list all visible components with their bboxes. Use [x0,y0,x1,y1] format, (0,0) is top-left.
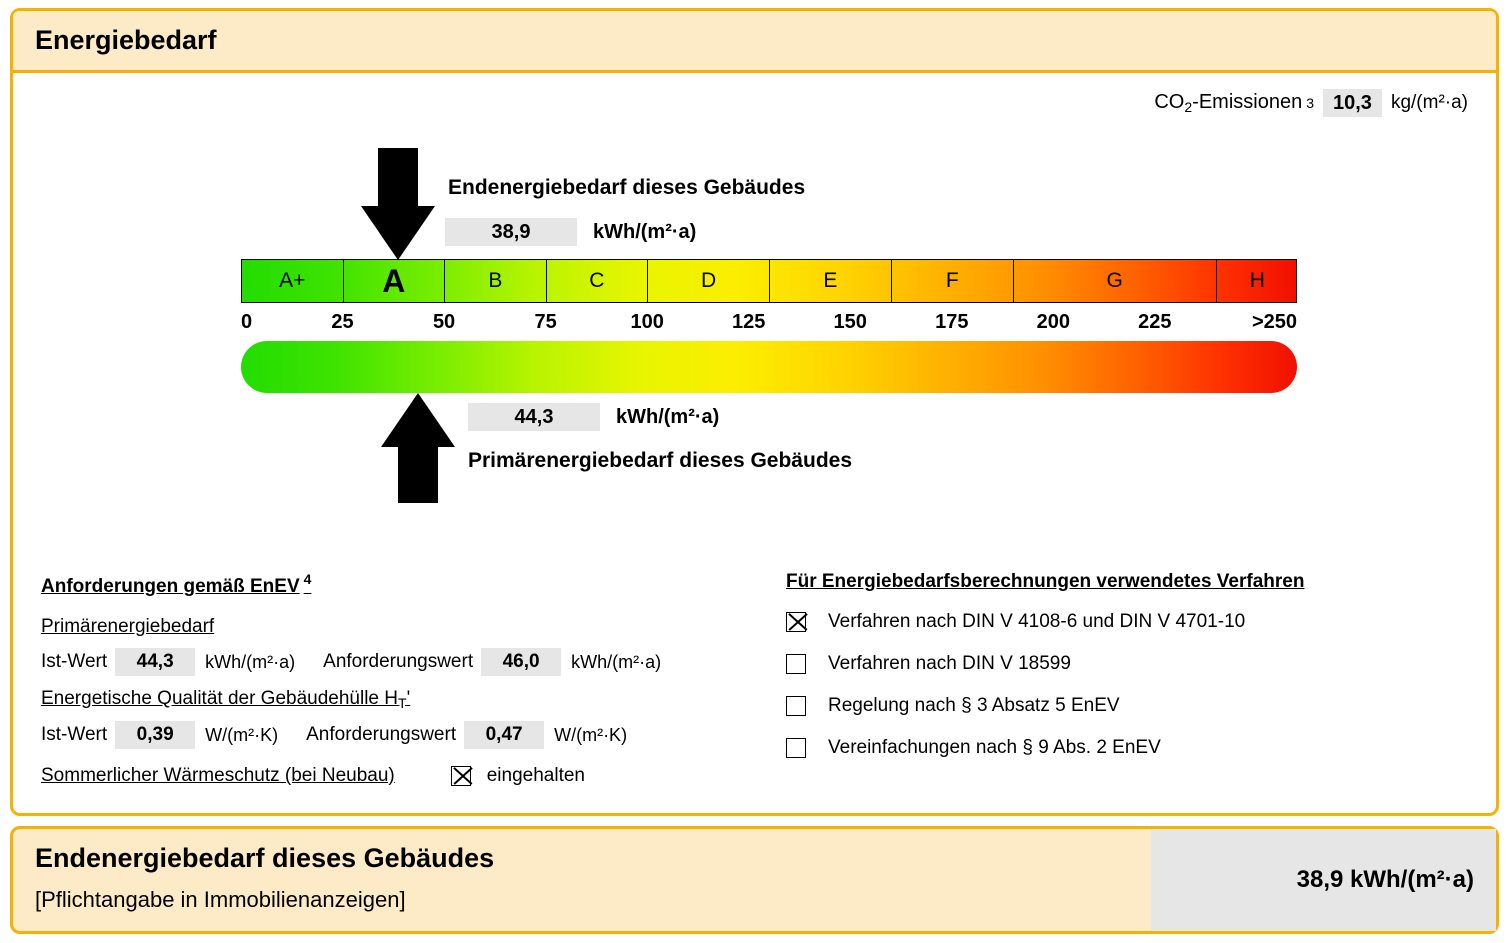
envelope-quality-row [41,721,781,749]
scale-tick: 125 [732,311,766,333]
envelope-ist-value: 0,39 [115,721,195,749]
primaerenergiebedarf-label: Primärenergiebedarf dieses Gebäudes [468,449,852,472]
energy-class-b: B [445,260,547,302]
method-option-label: Regelung nach § 3 Absatz 5 EnEV [828,695,1120,716]
primary-anf-unit: kWh/(m²·a) [571,651,662,672]
method-option-label: Verfahren nach DIN V 18599 [828,653,1071,674]
energy-class-d: D [648,260,770,302]
co2-emissions-row [1154,89,1468,117]
endenergiebedarf-value-row [445,218,696,246]
primary-anf-value: 46,0 [481,648,561,676]
scale-tick: 25 [331,311,354,333]
co2-unit: kg/(m²·a) [1390,92,1468,113]
co2-value: 10,3 [1323,89,1382,117]
energy-demand-panel [10,8,1499,816]
scale-tick: 50 [432,311,456,333]
primary-ist-value: 44,3 [115,648,195,676]
class-bar [241,259,1297,303]
scale-tick: 175 [935,311,969,333]
primaerenergiebedarf-value: 44,3 [468,403,600,431]
primary-ist-unit: kWh/(m²·a) [205,651,296,672]
scale-tick: 225 [1138,311,1172,333]
calculation-method-options [786,611,1476,759]
primaerenergiebedarf-value-row [468,403,719,431]
primaerenergiebedarf-arrow-icon [381,393,455,503]
scale-tick-row [241,303,1297,341]
energy-class-e: E [770,260,892,302]
envelope-anf-value: 0,47 [464,721,544,749]
footer-subtitle: [Pflichtangabe in Immobilienanzeigen] [35,887,406,912]
endenergiebedarf-value: 38,9 [445,218,577,246]
method-option-label: Vereinfachungen nach § 9 Abs. 2 EnEV [828,737,1161,758]
primaerenergiebedarf-unit: kWh/(m²·a) [616,405,720,428]
envelope-subscript: T [398,695,407,711]
method-option-2[interactable] [786,653,1476,675]
primary-energy-subtitle: Primärenergiebedarf [41,616,215,637]
envelope-anf-label: Anforderungswert [306,724,457,745]
summer-heat-protection-checkbox[interactable] [451,766,471,786]
method-option-4[interactable] [786,737,1476,759]
scale-tick: 150 [833,311,867,333]
scale-tick: 200 [1036,311,1070,333]
summer-heat-protection-label: Sommerlicher Wärmeschutz (bei Neubau) [41,765,395,786]
energy-class-g: G [1014,260,1217,302]
scale-tick: 0 [241,311,253,333]
envelope-ist-unit: W/(m²·K) [205,724,279,745]
envelope-anf-unit: W/(m²·K) [554,724,628,745]
method-option-1[interactable] [786,611,1476,633]
co2-label: $CO_2$-Emissionen [1154,91,1303,115]
requirements-section [41,571,781,787]
energy-class-aplus: A+ [242,260,344,302]
calculation-method-title: Für Energiebedarfsberechnungen verwendetes Verfahren [786,571,1305,592]
scale-tick: 75 [534,311,557,333]
energy-class-scale [241,259,1297,393]
summer-heat-protection-value: eingehalten [486,765,585,786]
primary-energy-row [41,648,781,676]
primary-anf-label: Anforderungswert [323,651,474,672]
gradient-bar [241,341,1297,393]
co2-footnote-marker: 3 [1306,95,1314,111]
scale-tick: >250 [1251,311,1297,333]
energy-class-h: H [1249,269,1265,292]
scale-tick: 100 [630,311,664,333]
method-option-3[interactable] [786,695,1476,717]
method-option-label: Verfahren nach DIN V 4108-6 und DIN V 4701-10 [828,611,1246,632]
footer-title: Endenergiebedarf dieses Gebäudes [35,843,495,873]
method-option-checkbox[interactable] [786,696,806,716]
method-option-checkbox[interactable] [786,612,806,632]
requirements-footnote-marker: 4 [303,571,312,587]
endenergiebedarf-label: Endenergiebedarf dieses Gebäudes [448,176,806,199]
energy-class-a: A [344,260,446,302]
endenergiebedarf-unit: kWh/(m²·a) [593,220,697,243]
mandatory-disclosure-panel [10,826,1499,934]
primary-ist-label: Ist-Wert [41,651,108,672]
co2-subscript: 2 [1184,99,1193,115]
panel-header [13,11,1496,73]
requirements-title: Anforderungen gemäß EnEV $^4$ [41,571,312,597]
envelope-quality-subtitle: Energetische Qualität der Gebäudehülle $H_T'$ [41,688,411,711]
method-option-checkbox[interactable] [786,654,806,674]
method-option-checkbox[interactable] [786,738,806,758]
endenergiebedarf-arrow-icon [361,148,435,260]
energy-class-f: F [892,260,1014,302]
page-title: Energiebedarf [35,25,217,55]
summer-heat-protection-row [41,765,781,787]
energy-class-c: C [547,260,649,302]
calculation-method-section [786,571,1476,779]
footer-value: 38,9 kWh/(m²·a) [1151,829,1496,931]
envelope-ist-label: Ist-Wert [41,724,108,745]
